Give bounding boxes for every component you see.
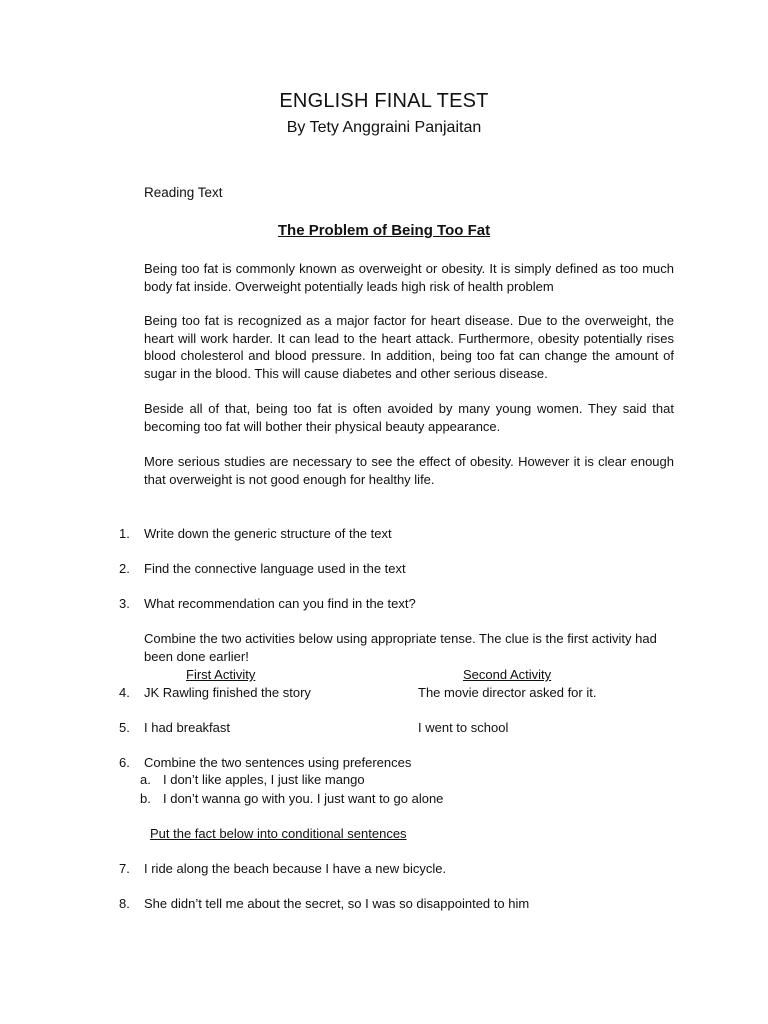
- question-number: 7.: [119, 861, 130, 876]
- document-author: By Tety Anggraini Panjaitan: [286, 119, 482, 136]
- question-number: 8.: [119, 896, 130, 911]
- sub-item-text: I don’t like apples, I just like mango: [163, 772, 365, 787]
- question-number: 6.: [119, 755, 130, 770]
- sub-item-text: I don’t wanna go with you. I just want to go alone: [163, 791, 444, 806]
- reading-paragraph: Being too fat is commonly known as overweight or obesity. It is simply defined as too much body fat inside. Overweight potentially leads high risk of health problem: [144, 261, 674, 294]
- second-activity-text: The movie director asked for it.: [418, 685, 597, 700]
- reading-paragraph: More serious studies are necessary to see the effect of obesity. However it is clear enough that overweight is not good enough for healthy life.: [144, 454, 674, 487]
- question-number: 3.: [119, 596, 130, 611]
- question-text: I ride along the beach because I have a new bicycle.: [144, 861, 447, 876]
- question-text: Combine the two sentences using preferences: [144, 755, 412, 770]
- second-activity-header: Second Activity: [463, 667, 552, 682]
- first-activity-header: First Activity: [186, 667, 256, 682]
- document-title: ENGLISH FINAL TEST: [279, 90, 489, 112]
- sub-item-letter: a.: [140, 772, 151, 787]
- question-number: 4.: [119, 685, 130, 700]
- question-text: Find the connective language used in the text: [144, 561, 406, 576]
- reading-paragraph: Beside all of that, being too fat is often avoided by many young women. They said that becoming too fat will bother their physical beauty appearance.: [144, 401, 674, 434]
- reading-text-label: Reading Text: [144, 185, 223, 200]
- combine-instruction: Combine the two activities below using appropriate tense. The clue is the first activity had been done earlier!: [144, 631, 657, 664]
- question-text: Write down the generic structure of the text: [144, 526, 392, 541]
- sub-item-letter: b.: [140, 791, 151, 806]
- second-activity-text: I went to school: [418, 720, 509, 735]
- reading-paragraph: Being too fat is recognized as a major factor for heart disease. Due to the overweight, the heart will work harder. It can lead to the heart attack. Furthermore, obesity potentially rises blood cholesterol and blood pressure. In addition, being too fat can change the amount of sugar in the blood. This will cause diabetes and other serious disease.: [144, 313, 674, 381]
- reading-text-title: The Problem of Being Too Fat: [277, 222, 491, 239]
- question-text: What recommendation can you find in the text?: [144, 596, 416, 611]
- first-activity-text: I had breakfast: [144, 720, 230, 735]
- first-activity-text: JK Rawling finished the story: [144, 685, 311, 700]
- conditional-instruction: Put the fact below into conditional sentences: [150, 826, 407, 841]
- question-text: She didn’t tell me about the secret, so I was so disappointed to him: [144, 896, 530, 911]
- question-number: 1.: [119, 526, 130, 541]
- question-number: 5.: [119, 720, 130, 735]
- question-number: 2.: [119, 561, 130, 576]
